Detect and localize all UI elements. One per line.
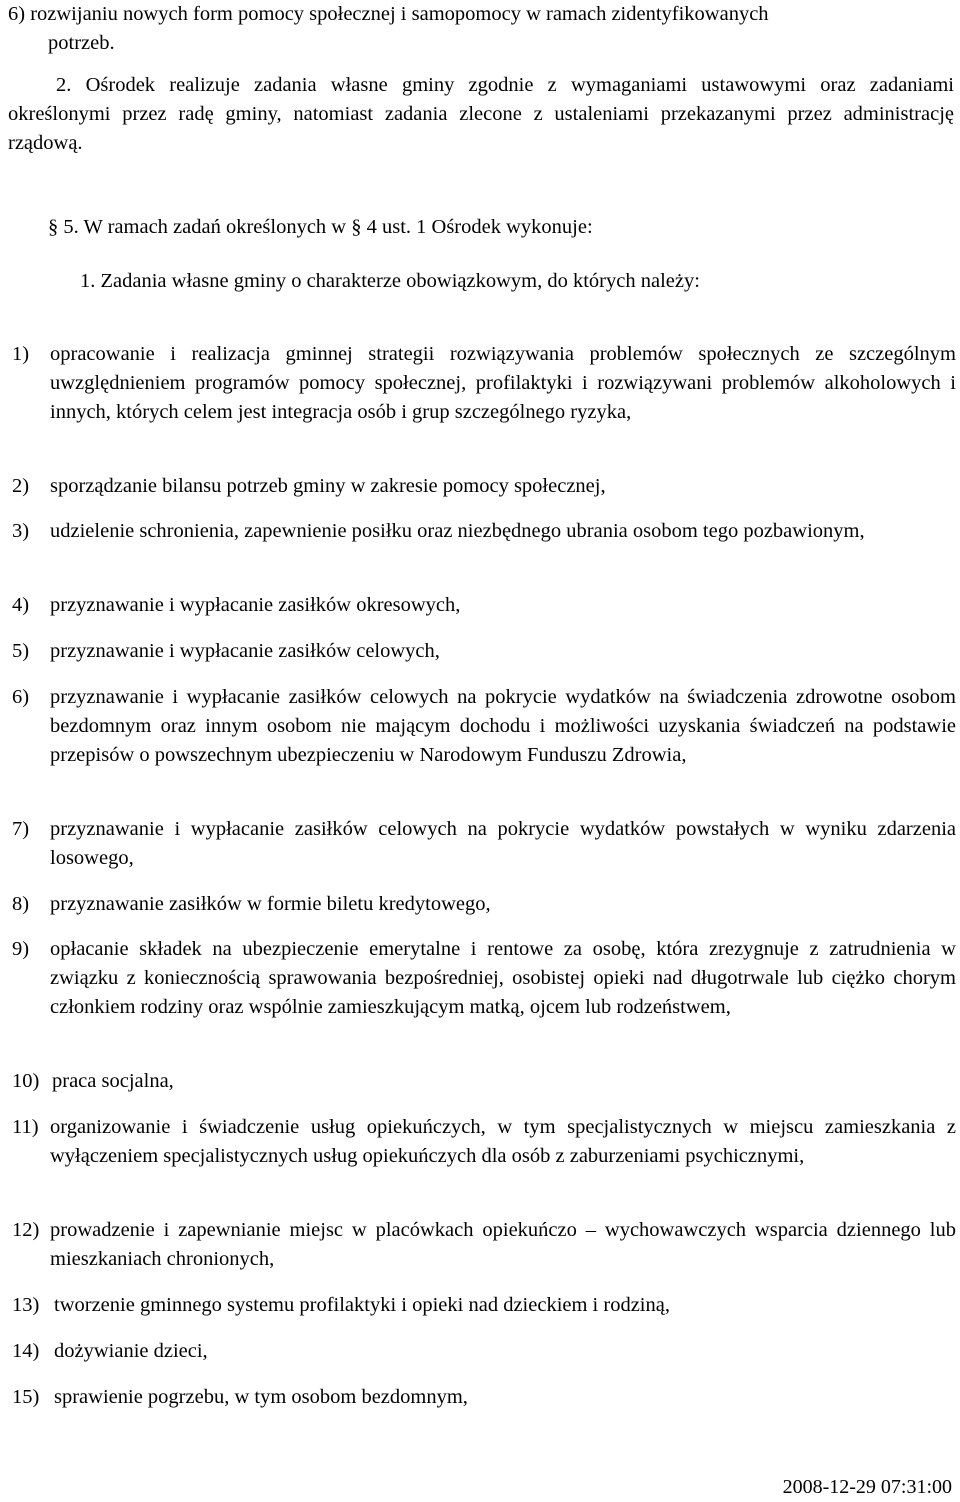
list-item-number: 2) bbox=[12, 475, 30, 497]
list-item bbox=[12, 890, 956, 919]
list-item-number: 1) bbox=[12, 343, 30, 365]
list-item bbox=[12, 1291, 956, 1320]
list-item-text: organizowanie i świadczenie usług opiekuńczych, w tym specjalistycznych w miejscu zamieszkania z wyłączeniem specjalistycznych usług opiekuńczych dla osób z zaburzeniami psychicznymi, bbox=[50, 1116, 956, 1167]
list-item-number: 6) bbox=[12, 686, 30, 708]
paragraph-2: 2. Ośrodek realizuje zadania własne gminy zgodnie z wymaganiami ustawowymi oraz zadaniami określonymi przez radę gminy, natomiast zadania zlecone z ustaleniami przekazanymi przez administrację rządową. bbox=[8, 74, 954, 154]
list-item-text: udzielenie schronienia, zapewnienie posiłku oraz niezbędnego ubrania osobom tego pozbawionym, bbox=[50, 520, 865, 542]
list-item-text: praca socjalna, bbox=[52, 1070, 174, 1092]
list-item-number: 5) bbox=[12, 640, 30, 662]
list-item-number: 10) bbox=[12, 1070, 40, 1092]
list-item-text: dożywianie dzieci, bbox=[54, 1340, 208, 1362]
list-item-text: opracowanie i realizacja gminnej strategii rozwiązywania problemów społecznych ze szczególnym uwzględnieniem programów pomocy społecznej, profilaktyki i rozwiązywani problemów alkoholowych i innych, których celem jest integracja osób i grup szczególnego ryzyka, bbox=[50, 343, 956, 423]
list-item-text: tworzenie gminnego systemu profilaktyki i opieki nad dzieckiem i rodziną, bbox=[54, 1294, 670, 1316]
list-item bbox=[12, 591, 956, 620]
intro-line-2: potrzeb. bbox=[48, 32, 115, 54]
list-item-number: 11) bbox=[12, 1116, 39, 1138]
section-heading: § 5. W ramach zadań określonych w § 4 ust. 1 Ośrodek wykonuje: bbox=[48, 216, 593, 238]
list-item-number: 12) bbox=[12, 1219, 40, 1241]
list-item bbox=[12, 472, 956, 501]
intro-paragraph bbox=[8, 0, 954, 58]
intro-line-1: 6) rozwijaniu nowych form pomocy społecznej i samopomocy w ramach zidentyfikowanych bbox=[8, 3, 769, 25]
list-item-number: 4) bbox=[12, 594, 30, 616]
list-item-text: przyznawanie zasiłków w formie biletu kredytowego, bbox=[50, 893, 491, 915]
subheading: 1. Zadania własne gminy o charakterze obowiązkowym, do których należy: bbox=[80, 270, 700, 292]
list-item bbox=[12, 935, 956, 1022]
list-item bbox=[12, 1216, 956, 1274]
footer-timestamp: 2008-12-29 07:31:00 bbox=[782, 1476, 952, 1498]
list-item-text: opłacanie składek na ubezpieczenie emerytalne i rentowe za osobę, która zrezygnuje z zatrudnienia w związku z koniecznością sprawowania bezpośredniej, osobistej opieki nad długotrwale lub ciężko chorym członkiem rodziny oraz wspólnie zamieszkującym matką, ojcem lub rodzeństwem, bbox=[50, 938, 956, 1018]
list-item bbox=[12, 340, 956, 427]
list-item bbox=[12, 1337, 956, 1366]
list-item-number: 3) bbox=[12, 520, 30, 542]
list-item-number: 7) bbox=[12, 818, 30, 840]
list-item bbox=[12, 1067, 956, 1096]
list-item bbox=[12, 683, 956, 770]
list-item-number: 13) bbox=[12, 1294, 40, 1316]
list-item bbox=[12, 1383, 956, 1412]
list-item-text: przyznawanie i wypłacanie zasiłków celowych na pokrycie wydatków powstałych w wyniku zdarzenia losowego, bbox=[50, 818, 956, 869]
list-item-text: sporządzanie bilansu potrzeb gminy w zakresie pomocy społecznej, bbox=[50, 475, 606, 497]
list-item bbox=[12, 815, 956, 873]
list-item-number: 8) bbox=[12, 893, 30, 915]
list-item bbox=[12, 1113, 956, 1171]
list-item-number: 15) bbox=[12, 1386, 40, 1408]
list-item bbox=[12, 517, 956, 546]
list-item-number: 9) bbox=[12, 938, 30, 960]
list-item-text: sprawienie pogrzebu, w tym osobom bezdomnym, bbox=[54, 1386, 468, 1408]
list-item-text: prowadzenie i zapewnianie miejsc w placówkach opiekuńczo – wychowawczych wsparcia dziennego lub mieszkaniach chronionych, bbox=[50, 1219, 956, 1270]
list-item-number: 14) bbox=[12, 1340, 40, 1362]
list-item-text: przyznawanie i wypłacanie zasiłków celowych na pokrycie wydatków na świadczenia zdrowotne osobom bezdomnym oraz innym osobom nie mającym dochodu i możliwości uzyskania świadczeń na podstawie przepisów o powszechnym ubezpieczeniu w Narodowym Funduszu Zdrowia, bbox=[50, 686, 956, 766]
list-item bbox=[12, 637, 956, 666]
list-item-text: przyznawanie i wypłacanie zasiłków okresowych, bbox=[50, 594, 461, 616]
list-item-text: przyznawanie i wypłacanie zasiłków celowych, bbox=[50, 640, 440, 662]
